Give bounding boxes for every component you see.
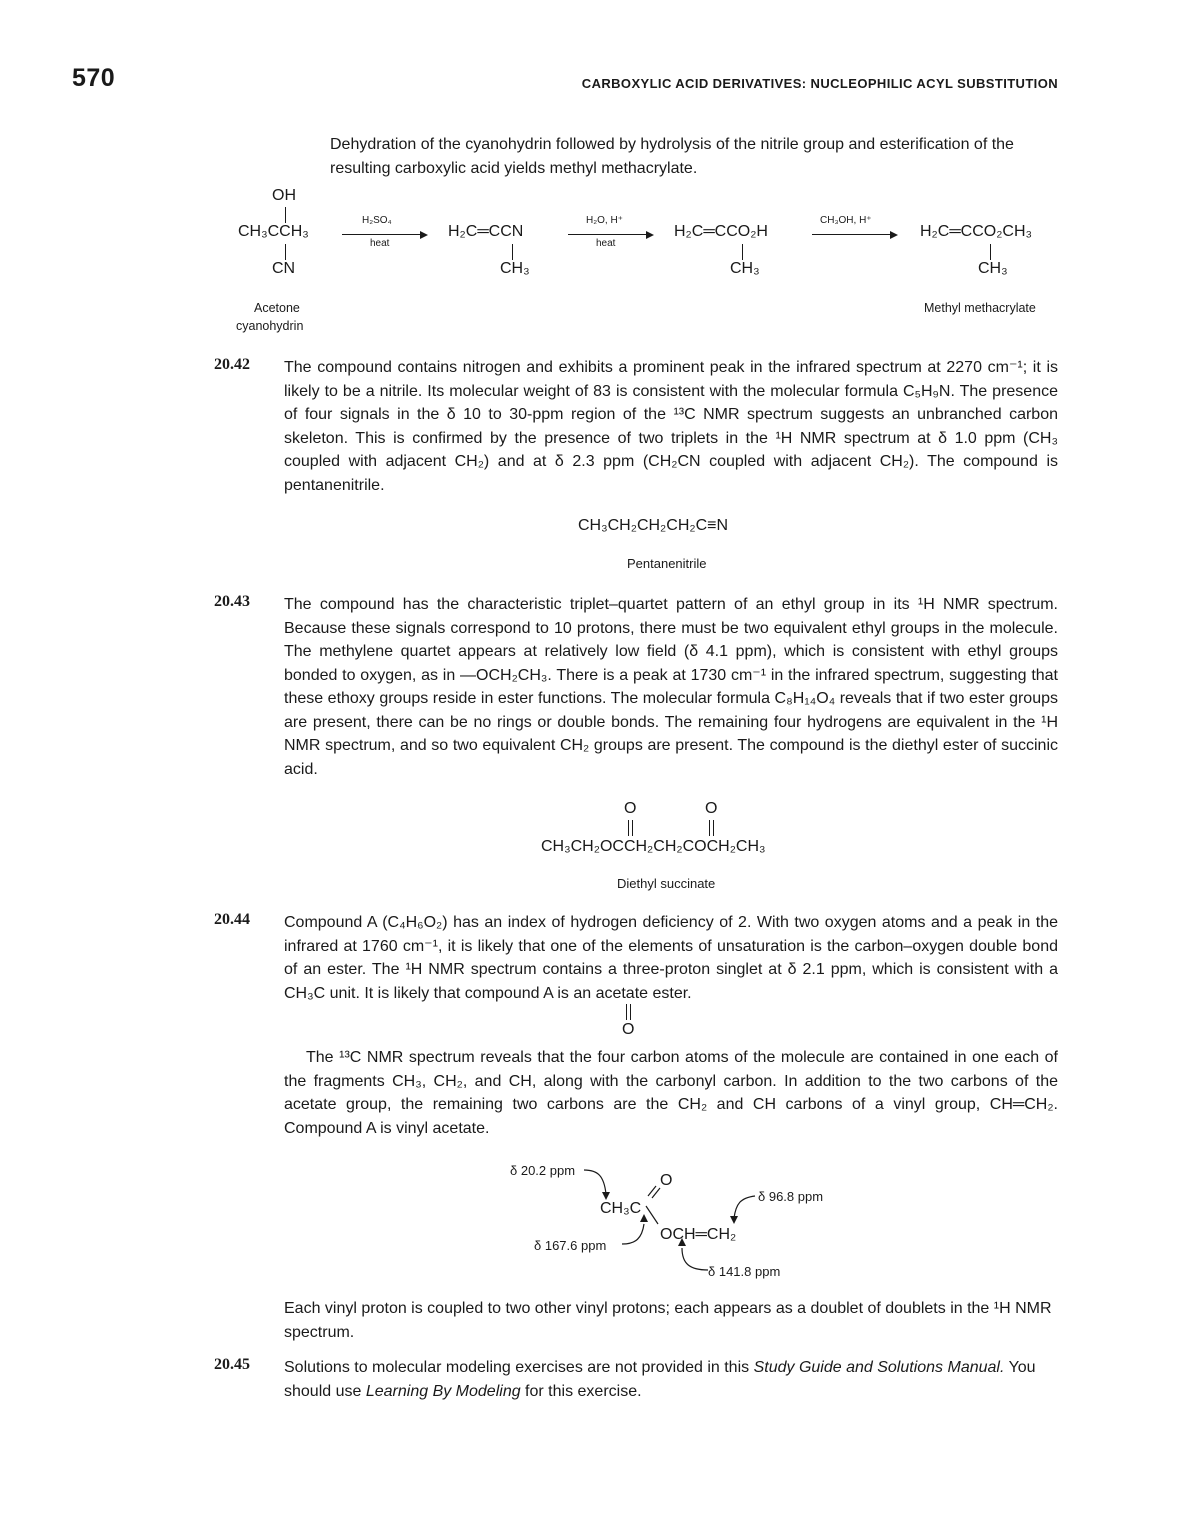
reaction-arrow-3 xyxy=(812,234,896,235)
double-bond-line xyxy=(709,820,710,836)
reaction-scheme xyxy=(230,185,1070,335)
acid-formula: H₂C═CCO₂H xyxy=(674,223,768,240)
software-title: Learning By Modeling xyxy=(365,1382,521,1400)
problem-number: 20.43 xyxy=(214,593,250,610)
bond-line xyxy=(990,244,991,260)
vinyl-acetate-figure xyxy=(500,1160,860,1285)
reagent-3-top: CH₃OH, H⁺ xyxy=(820,215,872,226)
nitrile-methyl: CH₃ xyxy=(500,260,530,277)
structure-caption: Diethyl succinate xyxy=(617,876,716,891)
bond-line xyxy=(512,244,513,260)
text-before: Compound A (C₄H₆O₂) has an index of hydrogen deficiency of 2. With two oxygen atoms and a peak in the infrared at 1760 cm⁻¹, it is likely that one of the elements of unsaturation is the carbon–oxygen double bond of an ester. The ¹H NMR spectrum contains a three-proton singlet at δ 2.1 ppm, which is consistent with a xyxy=(284,914,1058,978)
vinyl-group: OCH═CH₂ xyxy=(660,1226,737,1243)
carbonyl-oxygen-1: O xyxy=(624,800,637,817)
ester-formula: H₂C═CCO₂CH₃ xyxy=(920,223,1033,240)
text-start: Solutions to molecular modeling exercises are not provided in this xyxy=(284,1359,754,1376)
bond-line xyxy=(742,244,743,260)
ester-methyl: CH₃ xyxy=(978,260,1008,277)
cn-group: CN xyxy=(272,260,296,277)
shift-ch3: δ 20.2 ppm xyxy=(510,1163,576,1178)
problem-text xyxy=(284,911,1058,1005)
structure-caption: Pentanenitrile xyxy=(627,556,707,571)
carbonyl-oxygen-2: O xyxy=(705,800,718,817)
double-bond-line xyxy=(632,820,633,836)
reagent-2-top: H₂O, H⁺ xyxy=(586,215,623,226)
problem-number: 20.45 xyxy=(214,1356,250,1373)
inline-group-oxygen: O xyxy=(622,1021,635,1038)
carbonyl-o: O xyxy=(660,1172,673,1189)
book-title: Study Guide and Solutions Manual. xyxy=(753,1359,1005,1376)
problem-text xyxy=(284,1356,1058,1403)
cyanohydrin-formula: CH₃CCH₃ xyxy=(238,223,309,240)
running-head: CARBOXYLIC ACID DERIVATIVES: NUCLEOPHILIC ACYL SUBSTITUTION xyxy=(581,76,1058,91)
shift-ch: δ 141.8 ppm xyxy=(708,1264,781,1279)
acid-methyl: CH₃ xyxy=(730,260,760,277)
problem-paragraph-2: The ¹³C NMR spectrum reveals that the four carbon atoms of the molecule are contained in one each of the fragments CH₃, CH₂, and CH, along with the carbonyl carbon. In addition to the two carbons of the acetate group, the remaining two carbons are the CH₂ and CH carbons of a vinyl group, CH═CH₂. Compound A is vinyl acetate. xyxy=(284,1049,1058,1137)
problem-number: 20.42 xyxy=(214,356,250,373)
bond-line xyxy=(285,244,286,260)
oh-group: OH xyxy=(272,187,296,204)
cyanohydrin-label-1: Acetone xyxy=(254,301,300,315)
double-bond-line xyxy=(630,1004,631,1020)
pentanenitrile-structure: CH₃CH₂CH₂CH₂C≡N xyxy=(578,517,729,534)
reagent-1-top: H₂SO₄ xyxy=(362,215,392,226)
problem-text: The compound contains nitrogen and exhibits a prominent peak in the infrared spectrum at 2270 cm⁻¹; it is likely to be a nitrile. Its molecular weight of 83 is consistent with the molecular formula C₅H₉N. The presence of four signals in the δ 10 to 30-ppm region of the ¹³C NMR spectrum suggests an unbranched carbon skeleton. This is confirmed by the presence of two triplets in the ¹H NMR spectrum at δ 1.0 ppm (CH₃ coupled with adjacent CH₂) and at δ 2.3 ppm (CH₂CN coupled with adjacent CH₂). The compound is pentanenitrile. xyxy=(284,359,1058,494)
ch3c-group: CH₃C xyxy=(600,1200,642,1217)
vinyl-acetate-bonds xyxy=(500,1160,860,1285)
text-mid: You should use xyxy=(284,1359,1036,1400)
intro-paragraph: Dehydration of the cyanohydrin followed by hydrolysis of the nitrile group and esterification of the resulting carboxylic acid yields methyl methacrylate. xyxy=(330,136,1014,177)
double-bond-line xyxy=(626,1004,627,1020)
reaction-arrow-1 xyxy=(342,234,426,235)
ester-label: Methyl methacrylate xyxy=(924,301,1036,315)
text-end: for this exercise. xyxy=(520,1382,642,1400)
reagent-1-bottom: heat xyxy=(370,238,390,249)
bond-line xyxy=(285,207,286,223)
problem-number: 20.44 xyxy=(214,911,250,928)
double-bond-line xyxy=(628,820,629,836)
reagent-2-bottom: heat xyxy=(596,238,616,249)
problem-text: The compound has the characteristic triplet–quartet pattern of an ethyl group in its ¹H NMR spectrum. Because these signals correspond to 10 protons, there must be two equivalent ethyl groups in the molecule. The methylene quartet appears at relatively low field (δ 4.1 ppm), which is consistent with ethyl groups bonded to oxygen, as in —OCH₂CH₃. There is a peak at 1730 cm⁻¹ in the infrared spectrum, suggesting that these ethoxy groups reside in ester functions. The molecular formula C₈H₁₄O₄ reveals that if two ester groups are present, there can be no rings or double bonds. The remaining four hydrogens are equivalent in the ¹H NMR spectrum, and so two equivalent CH₂ groups are present. The compound is the diethyl ester of succinic acid. xyxy=(284,596,1058,778)
problem-paragraph-3: Each vinyl proton is coupled to two other vinyl protons; each appears as a doublet of doublets in the ¹H NMR spectrum. xyxy=(284,1300,1052,1341)
page-number: 570 xyxy=(72,64,116,92)
nitrile-formula: H₂C═CCN xyxy=(448,223,524,240)
diethyl-succinate-structure: CH₃CH₂OCCH₂CH₂COCH₂CH₃ xyxy=(541,838,766,855)
double-bond-line xyxy=(713,820,714,836)
shift-co: δ 167.6 ppm xyxy=(534,1238,607,1253)
reaction-arrow-2 xyxy=(568,234,652,235)
shift-ch2: δ 96.8 ppm xyxy=(758,1189,824,1204)
cyanohydrin-label-2: cyanohydrin xyxy=(236,319,304,333)
text-after: unit. It is likely that compound A is an acetate ester. xyxy=(329,984,692,1002)
inline-acetyl-group: CH₃C xyxy=(284,984,326,1002)
